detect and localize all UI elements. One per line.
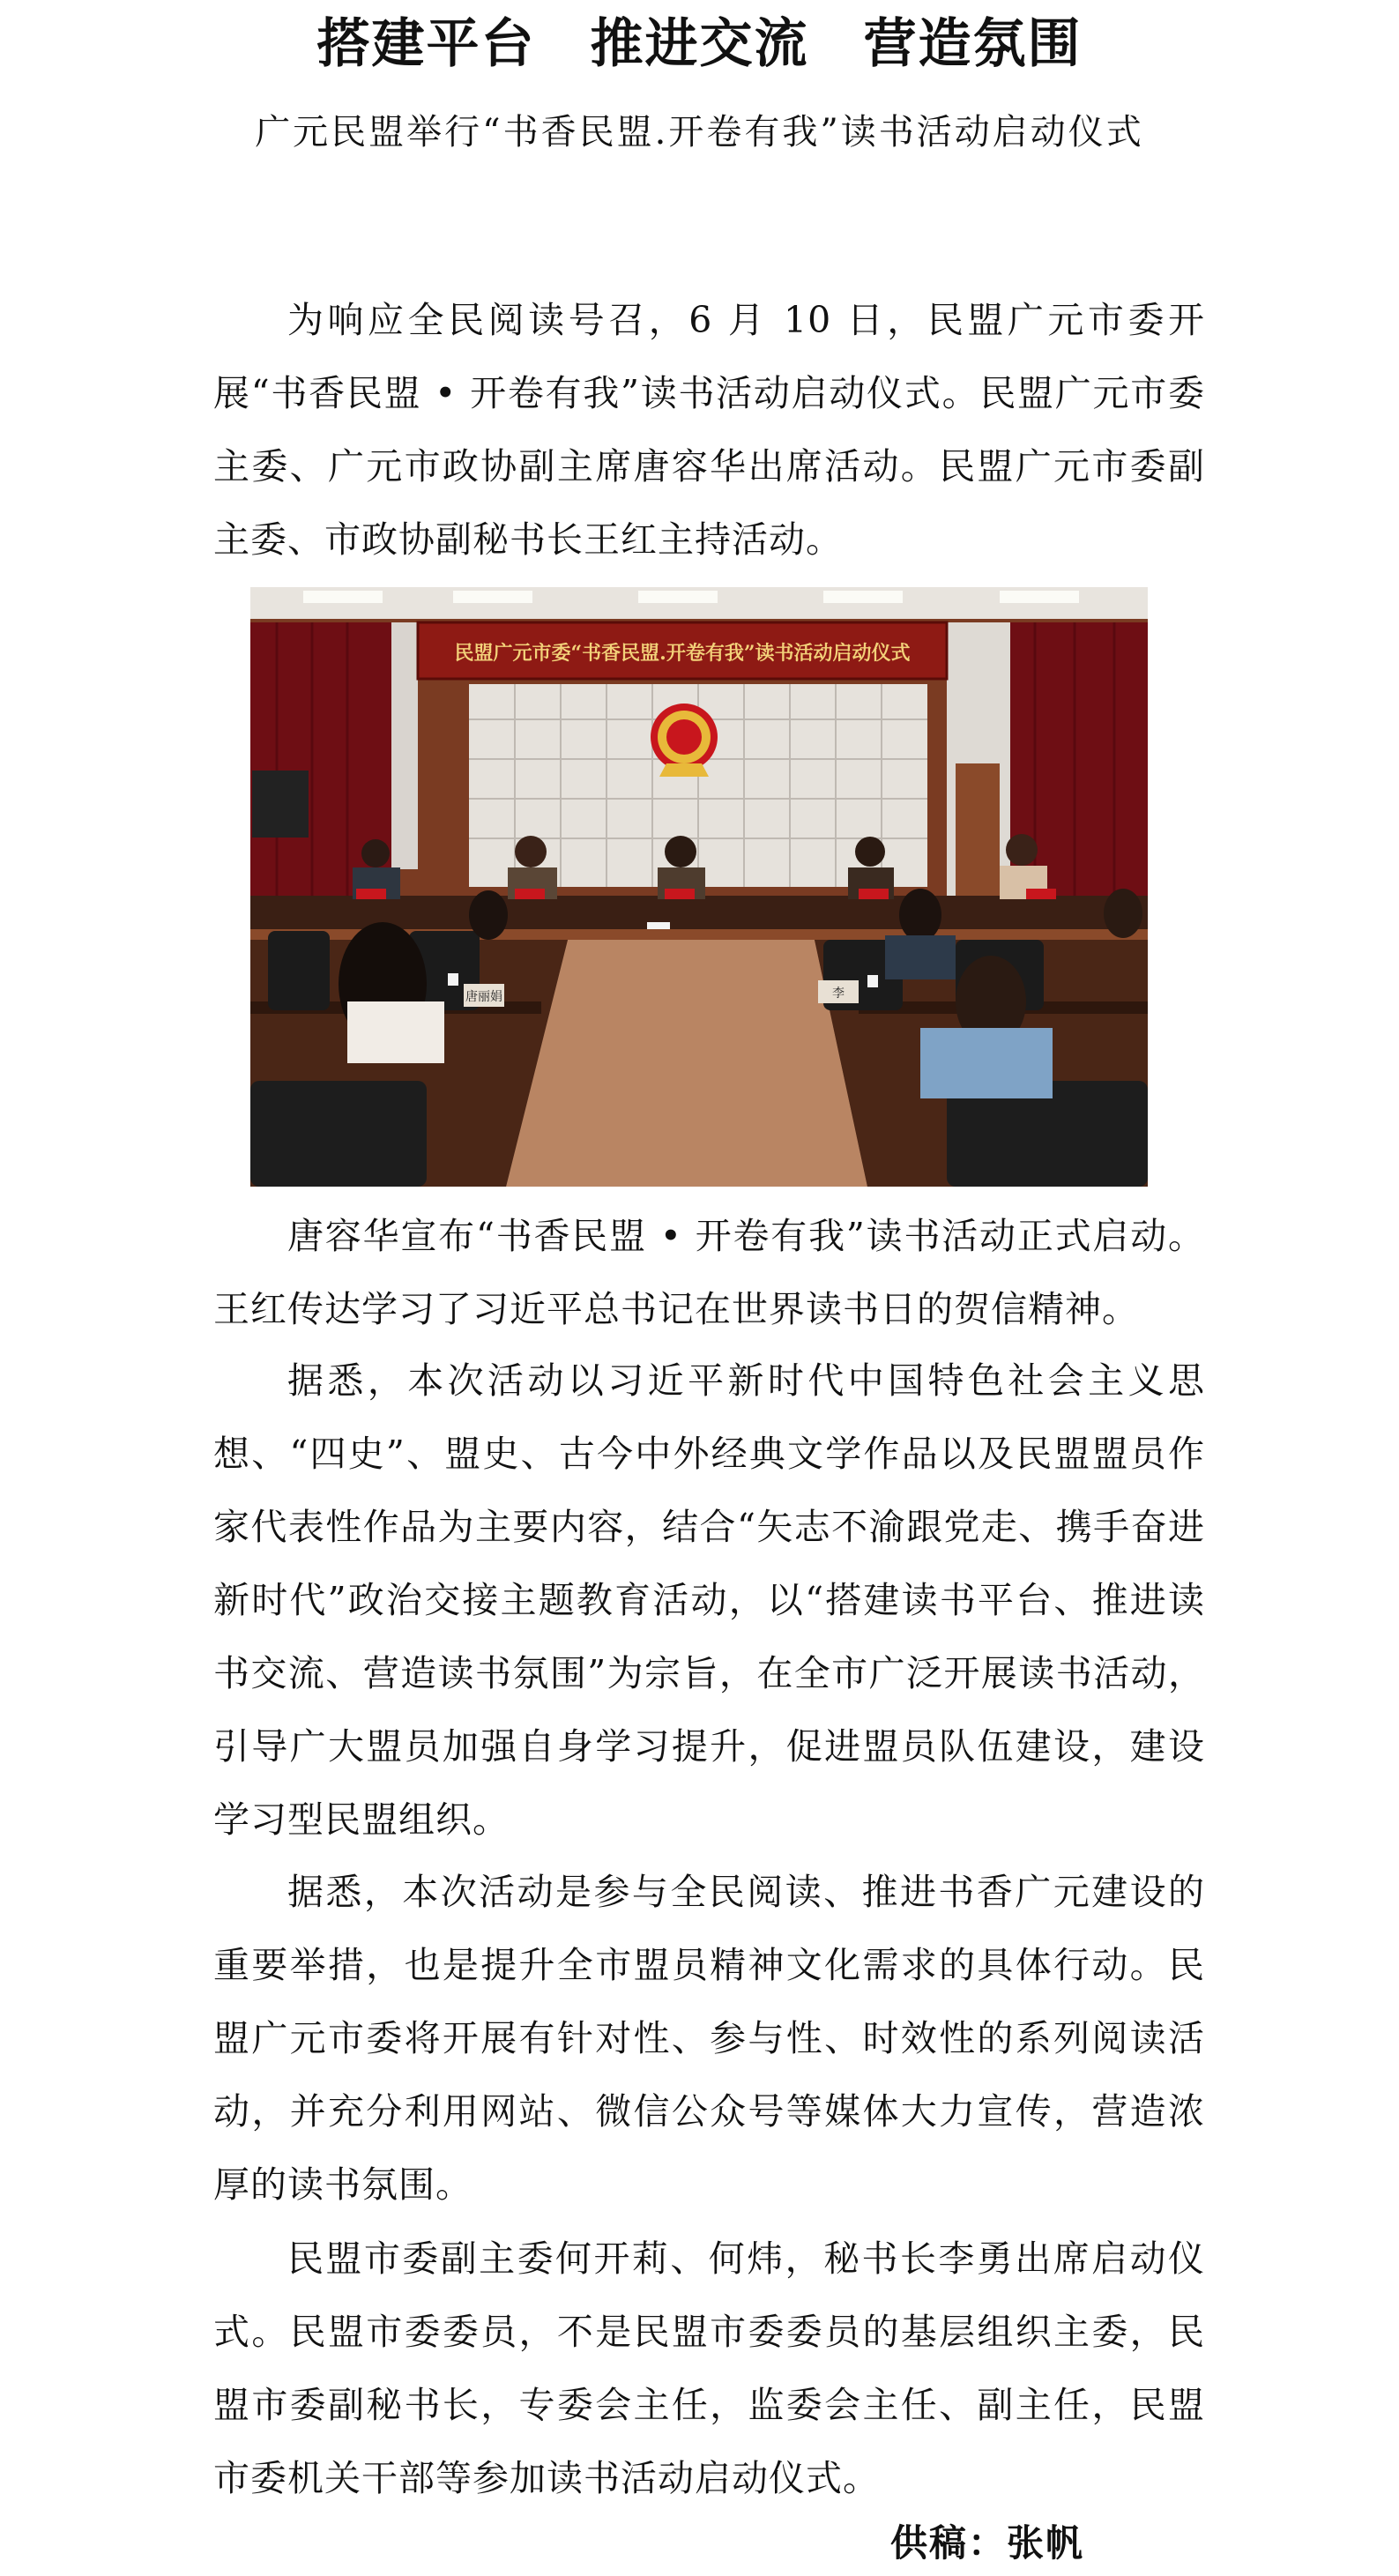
photo-nameplate-right: 李 [832, 986, 845, 1001]
article-subtitle: 广元民盟举行“书香民盟.开卷有我”读书活动启动仪式 [255, 112, 1144, 153]
paragraph-5: 民盟市委副主委何开莉、何炜，秘书长李勇出席启动仪式。民盟市委委员，不是民盟市委委员的基层组织主委，民盟市委副秘书长，专委会主任，监委会主任、副主任，民盟市委机关干部等参加读书活动启动仪式。 [213, 2237, 1205, 2499]
paragraph-2: 唐容华宣布“书香民盟 • 开卷有我”读书活动正式启动。王红传达学习了习近平总书记在世界读书日的贺信精神。 [213, 1215, 1205, 1330]
paragraph-3: 据悉，本次活动以习近平新时代中国特色社会主义思想、“四史”、盟史、古今中外经典文学作品以及民盟盟员作家代表性作品为主要内容，结合“矢志不渝跟党走、携手奋进新时代”政治交接主题教育活动，以“搭建读书平台、推进读书交流、营造读书氛围”为宗旨，在全市广泛开展读书活动，引导广大盟员加强自身学习提升，促进盟员队伍建设，建设学习型民盟组织。 [213, 1359, 1205, 1841]
article-byline: 供稿：张帆 [890, 2521, 1085, 2565]
photo-banner-text: 民盟广元市委“书香民盟.开卷有我”读书活动启动仪式 [454, 642, 911, 665]
paragraph-4: 据悉，本次活动是参与全民阅读、推进书香广元建设的重要举措，也是提升全市盟员精神文化需求的具体行动。民盟广元市委将开展有针对性、参与性、时效性的系列阅读活动，并充分利用网站、微信公众号等媒体大力宣传，营造浓厚的读书氛围。 [213, 1871, 1205, 2206]
photo-nameplate-left: 唐丽娟 [465, 990, 502, 1004]
article-title: 搭建平台 推进交流 营造氛围 [316, 13, 1083, 75]
event-photo [250, 587, 1148, 1187]
paragraph-1: 为响应全民阅读号召，6 月 10 日，民盟广元市委开展“书香民盟 • 开卷有我”读书活动启动仪式。民盟广元市委主委、广元市政协副主席唐容华出席活动。民盟广元市委副主委、市政协副秘书长王红主持活动。 [213, 299, 1205, 561]
